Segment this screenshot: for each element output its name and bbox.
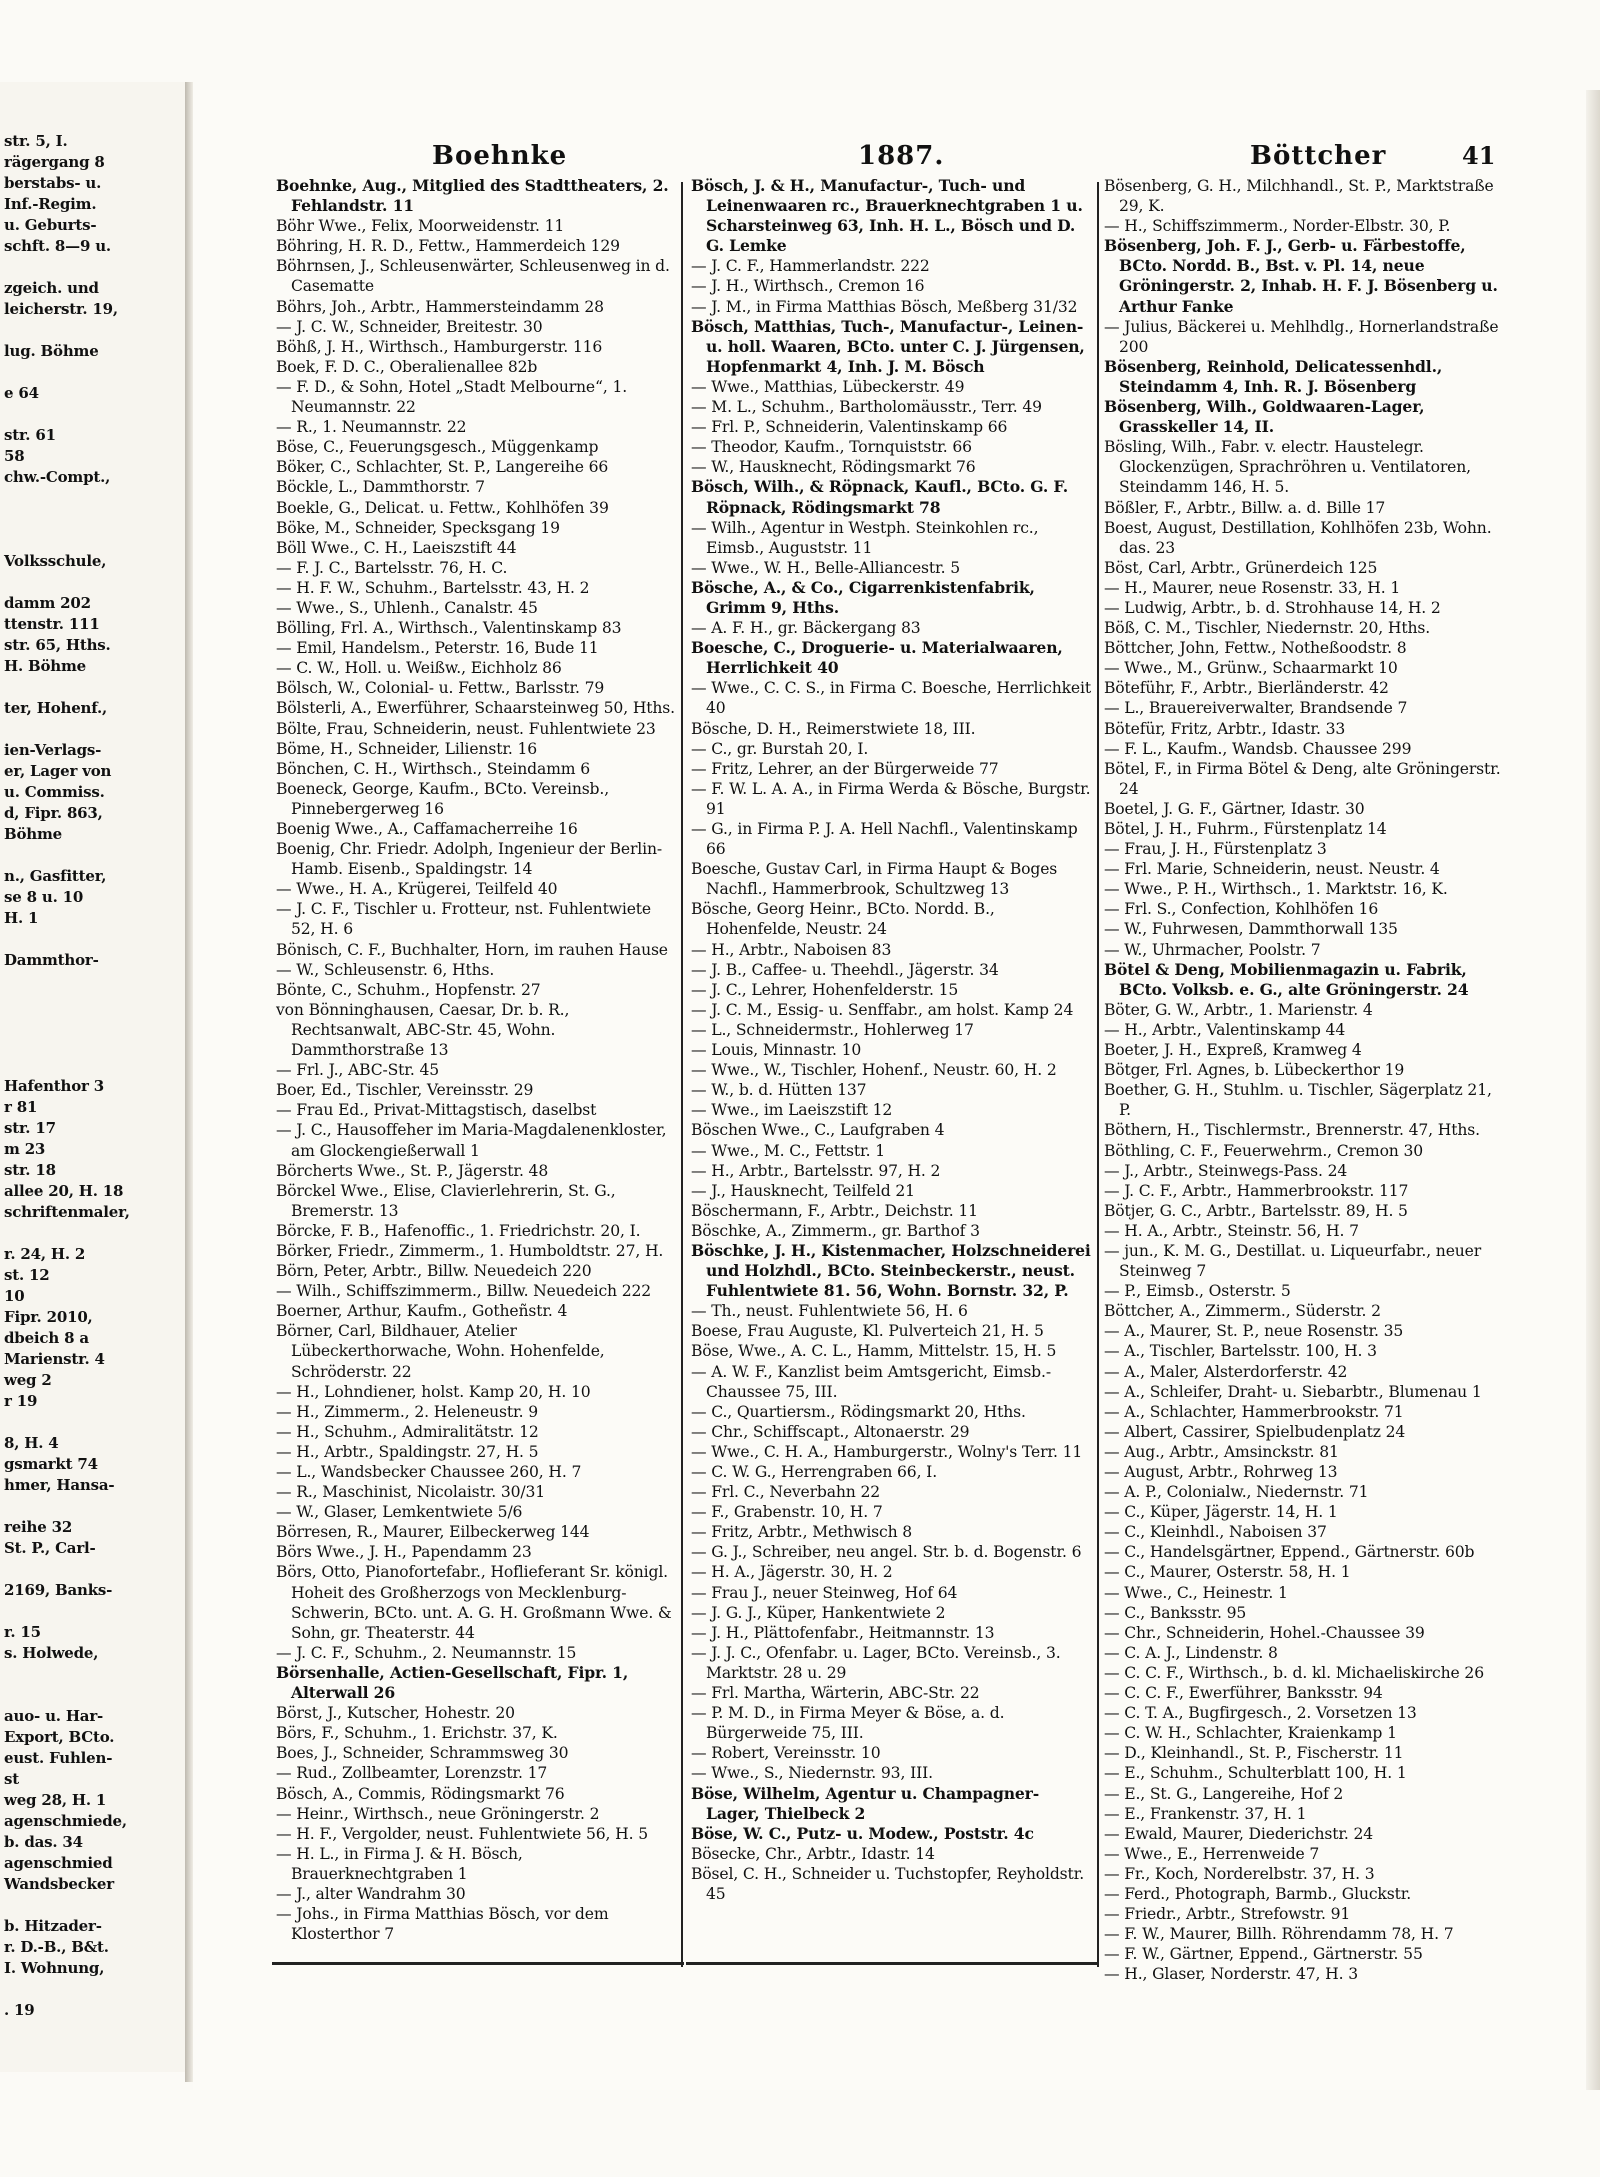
left-page-fragment: st. 12 (4, 1266, 50, 1284)
directory-entry: — F., Grabenstr. 10, H. 7 (691, 1503, 883, 1522)
directory-entry: — A. W. F., Kanzlist beim Amtsgericht, Eimsb.-Chaussee 75, III. (691, 1362, 1051, 1401)
left-page-fragment: str. 18 (4, 1161, 56, 1179)
directory-entry: — J., alter Wandrahm 30 (276, 1884, 466, 1903)
left-page-fragment: str. 61 (4, 426, 56, 444)
directory-entry: Bötel, F., in Firma Bötel & Deng, alte Gröningerstr. 24 (1104, 759, 1501, 798)
directory-entry: — D., Kleinhandl., St. P., Fischerstr. 11 (1104, 1744, 1404, 1763)
directory-entry: — P. M. D., in Firma Meyer & Böse, a. d. Bürgerweide 75, III. (691, 1704, 1005, 1743)
running-head-left: Boehnke (432, 141, 568, 171)
directory-entry: — C. C. F., Wirthsch., b. d. kl. Michaeliskirche 26 (1104, 1663, 1484, 1682)
left-page-fragment: damm 202 (4, 594, 91, 612)
directory-entry: Boenig, Chr. Friedr. Adolph, Ingenieur der Berlin-Hamb. Eisenb., Spaldingstr. 14 (276, 840, 662, 879)
directory-entry: Böschermann, F., Arbtr., Deichstr. 11 (691, 1201, 978, 1220)
directory-entry: — R., 1. Neumannstr. 22 (276, 418, 467, 437)
left-page-fragment: ien-Verlags- (4, 741, 102, 759)
directory-entry: Bösche, A., & Co., Cigarrenkistenfabrik, Grimm 9, Hths. (691, 577, 1035, 617)
directory-entry: — J. C. F., Tischler u. Frotteur, nst. Fuhlentwiete 52, H. 6 (276, 900, 651, 939)
directory-entry: Bötel, J. H., Fuhrm., Fürstenplatz 14 (1104, 820, 1387, 838)
directory-entry: Bösch, A., Commis, Rödingsmarkt 76 (276, 1784, 565, 1803)
directory-entry: Bösche, D. H., Reimerstwiete 18, III. (691, 719, 976, 738)
left-page-fragment: se 8 u. 10 (4, 888, 84, 906)
left-page-fragment: I. Wohnung, (4, 1959, 105, 1977)
directory-entry: Böse, Wilhelm, Agentur u. Champagner-Lager, Thielbeck 2 (691, 1783, 1040, 1823)
directory-entry: — jun., K. M. G., Destillat. u. Liqueurfabr., neuer Steinweg 7 (1104, 1241, 1482, 1281)
directory-entry: — Th., neust. Fuhlentwiete 56, H. 6 (691, 1302, 968, 1321)
directory-entry: — Wwe., M. C., Fettstr. 1 (691, 1141, 885, 1160)
directory-entry: Bößler, F., Arbtr., Billw. a. d. Bille 17 (1104, 498, 1386, 517)
directory-entry: — Emil, Handelsm., Peterstr. 16, Bude 11 (276, 639, 599, 658)
left-page-fragment: st (4, 1770, 19, 1788)
left-page-fragment: r. D.-B., B&t. (4, 1938, 109, 1956)
column-end-rule (686, 1962, 1098, 1965)
directory-entry: — Wwe., W. H., Belle-Alliancestr. 5 (691, 558, 960, 577)
directory-entry: — A., Schleifer, Draht- u. Siebarbtr., Blumenau 1 (1104, 1382, 1482, 1401)
left-page-fragment: allee 20, H. 18 (4, 1182, 124, 1200)
directory-entry: — W., Schleusenstr. 6, Hths. (276, 960, 495, 979)
left-page-fragment: r 81 (4, 1098, 38, 1116)
left-page-fragment: Fipr. 2010, (4, 1308, 93, 1326)
directory-entry: Böteführ, F., Arbtr., Bierländerstr. 42 (1104, 679, 1389, 698)
directory-entry: Boether, G. H., Stuhlm. u. Tischler, Sägerplatz 21, P. (1104, 1081, 1492, 1120)
directory-entry: — A., Maler, Alsterdorferstr. 42 (1104, 1362, 1348, 1381)
left-page-fragment: agenschmiede, (4, 1812, 127, 1830)
directory-entry: — H. L., in Firma J. & H. Bösch, Brauerknechtgraben 1 (276, 1844, 523, 1883)
left-page-fragment: str. 17 (4, 1119, 56, 1137)
left-page-fragment: b. Hitzader- (4, 1917, 102, 1935)
left-page-fragment: ter, Hohenf., (4, 699, 108, 717)
directory-entry: — H., Zimmerm., 2. Heleneustr. 9 (276, 1402, 538, 1421)
left-page-fragment: weg 2 (4, 1371, 52, 1389)
directory-entry: — F. L., Kaufm., Wandsb. Chaussee 299 (1104, 739, 1412, 758)
left-page-fragment: 10 (4, 1287, 25, 1305)
directory-entry: — Wilh., Agentur in Westph. Steinkohlen rc., Eimsb., Auguststr. 11 (691, 518, 1039, 557)
left-page-fragment: m 23 (4, 1140, 46, 1158)
directory-entry: — Chr., Schneiderin, Hohel.-Chaussee 39 (1104, 1623, 1425, 1642)
directory-entry: — J. C. M., Essig- u. Senffabr., am holst. Kamp 24 (691, 1000, 1074, 1019)
directory-entry: — Wwe., W., Tischler, Hohenf., Neustr. 60, H. 2 (691, 1061, 1057, 1080)
directory-entry: — W., Glaser, Lemkentwiete 5/6 (276, 1503, 523, 1522)
directory-entry: — J. M., in Firma Matthias Bösch, Meßberg 31/32 (691, 297, 1078, 316)
directory-entry: Bönchen, C. H., Wirthsch., Steindamm 6 (276, 759, 591, 778)
directory-entry: Börs Wwe., J. H., Papendamm 23 (276, 1543, 532, 1562)
directory-entry: Boer, Ed., Tischler, Vereinsstr. 29 (276, 1081, 534, 1100)
directory-entry: Bösenberg, Reinhold, Delicatessenhdl., Steindamm 4, Inh. R. J. Bösenberg (1104, 356, 1443, 396)
directory-entry: Böhrs, Joh., Arbtr., Hammersteindamm 28 (276, 297, 604, 316)
directory-entry: Böhrnsen, J., Schleusenwärter, Schleusenweg in d. Casematte (276, 257, 670, 296)
directory-entry: Bötjer, G. C., Arbtr., Bartelsstr. 89, H. 5 (1104, 1201, 1408, 1220)
directory-entry: Boek, F. D. C., Oberalienallee 82b (276, 357, 538, 376)
left-page-fragment: str. 65, Hths. (4, 636, 111, 654)
directory-entry: — Heinr., Wirthsch., neue Gröningerstr. 2 (276, 1804, 600, 1823)
left-page-fragment: hmer, Hansa- (4, 1476, 115, 1494)
directory-entry: — Aug., Arbtr., Amsinckstr. 81 (1104, 1442, 1339, 1461)
left-page-fragment: 2169, Banks- (4, 1581, 113, 1599)
directory-entry: — Frl. C., Neverbahn 22 (691, 1483, 881, 1502)
left-page-remnant (0, 82, 187, 2072)
directory-entry: — A. P., Colonialw., Niedernstr. 71 (1104, 1483, 1369, 1502)
directory-entry: Bösecke, Chr., Arbtr., Idastr. 14 (691, 1844, 935, 1863)
directory-entry: Böhß, J. H., Wirthsch., Hamburgerstr. 116 (276, 337, 603, 356)
page-edge (1586, 90, 1600, 2090)
directory-entry: Böhring, H. R. D., Fettw., Hammerdeich 129 (276, 237, 620, 256)
directory-entry: — Wwe., E., Herrenweide 7 (1104, 1844, 1320, 1863)
left-page-fragment: schft. 8—9 u. (4, 237, 111, 255)
directory-entry: — C., Kleinhdl., Naboisen 37 (1104, 1523, 1327, 1542)
directory-entry: Bötel & Deng, Mobilienmagazin u. Fabrik, BCto. Volksb. e. G., alte Gröningerstr. 24 (1104, 959, 1469, 999)
left-page-fragment: er, Lager von (4, 762, 112, 780)
directory-entry: Bösche, Georg Heinr., BCto. Nordd. B., Hohenfelde, Neustr. 24 (691, 900, 995, 939)
directory-entry: — H. A., Jägerstr. 30, H. 2 (691, 1563, 893, 1582)
directory-entry: — August, Arbtr., Rohrweg 13 (1104, 1463, 1338, 1481)
directory-entry: — H., Schuhm., Admiralitätstr. 12 (276, 1422, 539, 1441)
left-page-fragment: . 19 (4, 2001, 35, 2019)
left-page-fragment: 8, H. 4 (4, 1434, 59, 1452)
directory-entry: — C. W. H., Schlachter, Kraienkamp 1 (1104, 1724, 1397, 1743)
directory-entry: — Frl. Marie, Schneiderin, neust. Neustr. 4 (1104, 860, 1440, 879)
directory-column-1 (276, 176, 676, 1944)
directory-entry: Böttcher, John, Fettw., Notheßoodstr. 8 (1104, 639, 1407, 658)
directory-entry: — Frl. S., Confection, Kohlhöfen 16 (1104, 900, 1379, 919)
directory-entry: — E., St. G., Langereihe, Hof 2 (1104, 1784, 1344, 1803)
directory-entry: — Wwe., Matthias, Lübeckerstr. 49 (691, 377, 965, 396)
directory-entry: — Wwe., S., Uhlenh., Canalstr. 45 (276, 598, 538, 617)
directory-entry: Böschke, J. H., Kistenmacher, Holzschneiderei und Holzhdl., BCto. Steinbeckerstr., neust. Fuhlentwiete 81. 56, Wohn. Bornstr. 32, P. (691, 1240, 1091, 1301)
directory-entry: Bösel, C. H., Schneider u. Tuchstopfer, Reyholdstr. 45 (691, 1864, 1085, 1903)
directory-entry: — J. C., Hausoffeher im Maria-Magdalenenkloster, am Glockengießerwall 1 (276, 1121, 667, 1160)
directory-entry: — Wwe., im Laeiszstift 12 (691, 1101, 893, 1120)
directory-entry: — F. W., Gärtner, Eppend., Gärtnerstr. 55 (1104, 1945, 1423, 1964)
directory-entry: Börker, Friedr., Zimmerm., 1. Humboldtstr. 27, H. (276, 1241, 664, 1260)
directory-entry: — A. F. H., gr. Bäckergang 83 (691, 619, 921, 638)
page-number: 41 (1462, 141, 1496, 170)
directory-entry: Bötger, Frl. Agnes, b. Lübeckerthor 19 (1104, 1061, 1405, 1080)
directory-entry: — H., Schiffszimmerm., Norder-Elbstr. 30, P. (1104, 217, 1451, 236)
directory-entry: — W., Hausknecht, Rödingsmarkt 76 (691, 458, 976, 477)
directory-entry: Boes, J., Schneider, Schrammsweg 30 (276, 1744, 569, 1763)
directory-entry: — J. C. F., Hammerlandstr. 222 (691, 257, 930, 276)
directory-entry: Bösenberg, Joh. F. J., Gerb- u. Färbestoffe, BCto. Nordd. B., Bst. v. Pl. 14, neue Gröningerstr. 2, Inhab. H. F. J. Bösenberg u. Arthur Fanke (1104, 236, 1498, 316)
directory-entry: — Wwe., C. C. S., in Firma C. Boesche, Herrlichkeit 40 (691, 679, 1091, 718)
left-page-fragment: rägergang 8 (4, 153, 105, 171)
left-page-fragment: weg 28, H. 1 (4, 1791, 107, 1809)
left-page-fragment: Volksschule, (4, 552, 107, 570)
left-page-fragment: auo- u. Har- (4, 1707, 104, 1725)
directory-entry: — H. A., Arbtr., Steinstr. 56, H. 7 (1104, 1221, 1359, 1240)
directory-entry: — Chr., Schiffscapt., Altonaerstr. 29 (691, 1422, 970, 1441)
directory-entry: — Ewald, Maurer, Diederichstr. 24 (1104, 1824, 1374, 1843)
directory-entry: — Julius, Bäckerei u. Mehlhdlg., Hornerlandstraße 200 (1104, 317, 1499, 356)
directory-entry: Boenig Wwe., A., Caffamacherreihe 16 (276, 820, 578, 838)
running-head-right: Böttcher (1250, 141, 1387, 171)
directory-entry: — H. F., Vergolder, neust. Fuhlentwiete 56, H. 5 (276, 1824, 648, 1843)
left-page-fragment: Export, BCto. (4, 1728, 115, 1746)
running-head-year: 1887. (858, 141, 945, 171)
directory-entry: — Albert, Cassirer, Spielbudenplatz 24 (1104, 1422, 1406, 1441)
left-page-fragment: berstabs- u. (4, 174, 102, 192)
directory-entry: Boeneck, George, Kaufm., BCto. Vereinsb., Pinnebergerweg 16 (276, 779, 610, 818)
left-page-fragment: Wandsbecker (4, 1875, 114, 1893)
column-rule (681, 182, 683, 1967)
left-page-fragment: ttenstr. 111 (4, 615, 100, 633)
directory-entry: — J., Hausknecht, Teilfeld 21 (691, 1181, 915, 1200)
left-page-fragment: r. 15 (4, 1623, 41, 1641)
directory-entry: — J., Arbtr., Steinwegs-Pass. 24 (1104, 1161, 1348, 1180)
directory-entry: Böthern, H., Tischlermstr., Brennerstr. 47, Hths. (1104, 1121, 1480, 1140)
directory-entry: Boetel, J. G. F., Gärtner, Idastr. 30 (1104, 799, 1365, 818)
left-page-fragment: agenschmied (4, 1854, 113, 1872)
directory-entry: Böll Wwe., C. H., Laeiszstift 44 (276, 538, 517, 557)
directory-entry: Börcke, F. B., Hafenoffic., 1. Friedrichstr. 20, I. (276, 1221, 641, 1240)
directory-entry: — H., Arbtr., Spaldingstr. 27, H. 5 (276, 1442, 539, 1461)
left-page-fragment: reihe 32 (4, 1518, 73, 1536)
directory-entry: — R., Maschinist, Nicolaistr. 30/31 (276, 1483, 546, 1502)
left-page-fragment: Dammthor- (4, 951, 99, 969)
directory-entry: — Frl. P., Schneiderin, Valentinskamp 66 (691, 418, 1008, 437)
directory-entry: Bölling, Frl. A., Wirthsch., Valentinskamp 83 (276, 619, 622, 638)
directory-entry: Böthling, C. F., Feuerwehrm., Cremon 30 (1104, 1141, 1424, 1160)
left-page-fragment: u. Commiss. (4, 783, 105, 801)
left-page-fragment: H. Böhme (4, 657, 87, 675)
directory-entry: Bölte, Frau, Schneiderin, neust. Fuhlentwiete 23 (276, 719, 656, 738)
directory-entry: — Wwe., P. H., Wirthsch., 1. Marktstr. 16, K. (1104, 880, 1448, 899)
directory-entry: Börner, Carl, Bildhauer, Atelier Lübeckerthorwache, Wohn. Hohenfelde, Schröderstr. 22 (276, 1322, 605, 1381)
directory-entry: — L., Brauereiverwalter, Brandsende 7 (1104, 699, 1408, 718)
directory-entry: — Frau Ed., Privat-Mittagstisch, daselbst (276, 1101, 597, 1120)
directory-entry: — F. W. L. A. A., in Firma Werda & Bösche, Burgstr. 91 (691, 779, 1091, 818)
left-page-fragment: d, Fipr. 863, (4, 804, 103, 822)
directory-entry: — M. L., Schuhm., Bartholomäusstr., Terr. 49 (691, 398, 1042, 417)
directory-entry: — J. C. F., Arbtr., Hammerbrookstr. 117 (1104, 1181, 1409, 1200)
directory-entry: — A., Maurer, St. P., neue Rosenstr. 35 (1104, 1322, 1404, 1341)
directory-entry: — J. G. J., Küper, Hankentwiete 2 (691, 1603, 946, 1622)
directory-entry: Boesche, C., Droguerie- u. Materialwaaren, Herrlichkeit 40 (691, 638, 1063, 678)
directory-entry: Börs, Otto, Pianofortefabr., Hoflieferant Sr. königl. Hoheit des Großherzogs von Mecklenburg-Schwerin, BCto. unt. A. G. H. Großmann Wwe. & Sohn, gr. Theaterstr. 44 (276, 1563, 672, 1642)
directory-entry: Böse, Wwe., A. C. L., Hamm, Mittelstr. 15, H. 5 (691, 1342, 1057, 1361)
directory-entry: Boekle, G., Delicat. u. Fettw., Kohlhöfen 39 (276, 498, 609, 517)
directory-column-2 (691, 176, 1091, 1904)
directory-entry: — J. J. C., Ofenfabr. u. Lager, BCto. Vereinsb., 3. Marktstr. 28 u. 29 (691, 1643, 1061, 1682)
directory-entry: — C. C. F., Ewerführer, Banksstr. 94 (1104, 1684, 1383, 1703)
directory-entry: Böß, C. M., Tischler, Niedernstr. 20, Hths. (1104, 619, 1431, 638)
directory-entry: — Ludwig, Arbtr., b. d. Strohhause 14, H. 2 (1104, 598, 1441, 617)
directory-entry: Bösch, Wilh., & Röpnack, Kaufl., BCto. G. F. Röpnack, Rödingsmarkt 78 (691, 477, 1069, 517)
left-page-fragment: r 19 (4, 1392, 38, 1410)
directory-entry: — C., Maurer, Osterstr. 58, H. 1 (1104, 1563, 1351, 1582)
directory-entry: Boesche, Gustav Carl, in Firma Haupt & Boges Nachfl., Hammerbrook, Schultzweg 13 (691, 860, 1058, 899)
directory-entry: Böst, Carl, Arbtr., Grünerdeich 125 (1104, 558, 1378, 577)
directory-entry: Bösenberg, Wilh., Goldwaaren-Lager, Grasskeller 14, II. (1104, 397, 1425, 437)
left-page-fragment: schriftenmaler, (4, 1203, 130, 1221)
directory-entry: Börs, F., Schuhm., 1. Erichstr. 37, K. (276, 1724, 558, 1743)
directory-entry: — C. A. J., Lindenstr. 8 (1104, 1643, 1278, 1662)
directory-entry: — Wwe., C., Heinestr. 1 (1104, 1583, 1288, 1602)
directory-entry: — G. J., Schreiber, neu angel. Str. b. d. Bogenstr. 6 (691, 1543, 1082, 1562)
directory-entry: — Fr., Koch, Norderelbstr. 37, H. 3 (1104, 1864, 1375, 1883)
directory-entry: — H., Arbtr., Valentinskamp 44 (1104, 1020, 1346, 1039)
directory-entry: Böttcher, A., Zimmerm., Süderstr. 2 (1104, 1302, 1381, 1321)
directory-entry: Bönte, C., Schuhm., Hopfenstr. 27 (276, 980, 541, 999)
directory-entry: Börst, J., Kutscher, Hohestr. 20 (276, 1704, 515, 1723)
directory-entry: — E., Frankenstr. 37, H. 1 (1104, 1804, 1307, 1823)
directory-entry: — H. F. W., Schuhm., Bartelsstr. 43, H. 2 (276, 578, 590, 597)
directory-entry: — J. C. W., Schneider, Breitestr. 30 (276, 317, 543, 336)
left-page-fragment: leicherstr. 19, (4, 300, 118, 318)
directory-entry: Boeter, J. H., Expreß, Kramweg 4 (1104, 1041, 1362, 1060)
directory-entry: — Louis, Minnastr. 10 (691, 1041, 862, 1060)
directory-entry: von Bönninghausen, Caesar, Dr. b. R., Rechtsanwalt, ABC-Str. 45, Wohn. Dammthorstraße 13 (276, 1000, 570, 1060)
left-page-fragment: St. P., Carl- (4, 1539, 96, 1557)
directory-entry: — Theodor, Kaufm., Tornquiststr. 66 (691, 438, 972, 457)
directory-entry: — C., gr. Burstah 20, I. (691, 739, 869, 758)
directory-entry: — Wwe., S., Niedernstr. 93, III. (691, 1764, 933, 1783)
directory-column-3 (1104, 176, 1504, 1984)
directory-entry: — C. T. A., Bugfirgesch., 2. Vorsetzen 13 (1104, 1704, 1417, 1723)
directory-entry: Börresen, R., Maurer, Eilbeckerweg 144 (276, 1523, 590, 1542)
directory-entry: — Wilh., Schiffszimmerm., Billw. Neuedeich 222 (276, 1282, 652, 1301)
book-spine (185, 82, 193, 2082)
directory-entry: Böme, H., Schneider, Lilienstr. 16 (276, 739, 538, 758)
directory-entry: Böter, G. W., Arbtr., 1. Marienstr. 4 (1104, 1000, 1373, 1019)
left-page-fragment: dbeich 8 a (4, 1329, 89, 1347)
directory-entry: — Frau, J. H., Fürstenplatz 3 (1104, 840, 1327, 859)
directory-entry: — H., Maurer, neue Rosenstr. 33, H. 1 (1104, 578, 1401, 597)
directory-entry: — J. C., Lehrer, Hohenfelderstr. 15 (691, 980, 959, 999)
directory-entry: — Robert, Vereinsstr. 10 (691, 1744, 881, 1763)
directory-entry: — C., Handelsgärtner, Eppend., Gärtnerstr. 60b (1104, 1543, 1475, 1562)
directory-entry: — W., b. d. Hütten 137 (691, 1081, 867, 1100)
directory-entry: — H., Glaser, Norderstr. 47, H. 3 (1104, 1965, 1358, 1984)
directory-entry: Böschke, A., Zimmerm., gr. Barthof 3 (691, 1221, 980, 1240)
left-page-fragment: Inf.-Regim. (4, 195, 97, 213)
directory-entry: — C. W., Holl. u. Weißw., Eichholz 86 (276, 659, 562, 678)
left-page-fragment: n., Gasfitter, (4, 867, 107, 885)
directory-entry: — J. B., Caffee- u. Theehdl., Jägerstr. 34 (691, 960, 999, 979)
directory-entry: — H., Arbtr., Bartelsstr. 97, H. 2 (691, 1161, 941, 1180)
left-page-fragment: r. 24, H. 2 (4, 1245, 86, 1263)
directory-entry: Bötefür, Fritz, Arbtr., Idastr. 33 (1104, 719, 1346, 738)
left-page-fragment: H. 1 (4, 909, 39, 927)
directory-entry: Boest, August, Destillation, Kohlhöfen 23b, Wohn. das. 23 (1104, 518, 1492, 557)
directory-entry: — L., Schneidermstr., Hohlerweg 17 (691, 1020, 974, 1039)
directory-entry: — A., Tischler, Bartelsstr. 100, H. 3 (1104, 1342, 1377, 1361)
directory-entry: — J. C. F., Schuhm., 2. Neumannstr. 15 (276, 1643, 577, 1662)
directory-entry: Bösenberg, G. H., Milchhandl., St. P., Marktstraße 29, K. (1104, 177, 1494, 216)
column-rule (1097, 182, 1099, 1967)
directory-entry: — L., Wandsbecker Chaussee 260, H. 7 (276, 1463, 582, 1481)
directory-entry: Bösch, J. & H., Manufactur-, Tuch- und Leinenwaaren rc., Brauerknechtgraben 1 u. Scharsteinweg 63, Inh. H. L., Bösch und D. G. Lemke (691, 176, 1083, 256)
left-page-fragment: s. Holwede, (4, 1644, 99, 1662)
left-page-fragment: Hafenthor 3 (4, 1077, 104, 1095)
directory-entry: — Frl. J., ABC-Str. 45 (276, 1061, 439, 1080)
directory-entry: — Wwe., M., Grünw., Schaarmarkt 10 (1104, 659, 1398, 678)
directory-entry: — Friedr., Arbtr., Strefowstr. 91 (1104, 1905, 1351, 1924)
directory-entry: Böhr Wwe., Felix, Moorweidenstr. 11 (276, 217, 565, 236)
left-page-fragment: lug. Böhme (4, 342, 99, 360)
directory-entry: — Johs., in Firma Matthias Bösch, vor dem Klosterthor 7 (276, 1905, 609, 1944)
left-page-fragment: eust. Fuhlen- (4, 1749, 113, 1767)
directory-entry: — J. H., Wirthsch., Cremon 16 (691, 277, 925, 296)
directory-entry: — Frl. Martha, Wärterin, ABC-Str. 22 (691, 1684, 980, 1703)
directory-entry: — F. D., & Sohn, Hotel „Stadt Melbourne“, 1. Neumannstr. 22 (276, 377, 628, 417)
directory-entry: Böschen Wwe., C., Laufgraben 4 (691, 1121, 945, 1140)
directory-entry: — W., Uhrmacher, Poolstr. 7 (1104, 940, 1321, 959)
directory-entry: — Ferd., Photograph, Barmb., Gluckstr. (1104, 1884, 1412, 1903)
directory-entry: — Wwe., H. A., Krügerei, Teilfeld 40 (276, 880, 558, 899)
left-page-fragment: zgeich. und (4, 279, 99, 297)
directory-entry: Börsenhalle, Actien-Gesellschaft, Fipr. 1, Alterwall 26 (276, 1662, 629, 1703)
directory-entry: Boese, Frau Auguste, Kl. Pulverteich 21, H. 5 (691, 1322, 1044, 1341)
directory-entry: — H., Lohndiener, holst. Kamp 20, H. 10 (276, 1382, 591, 1401)
directory-entry: Bönisch, C. F., Buchhalter, Horn, im rauhen Hause (276, 940, 668, 959)
column-end-rule (272, 1962, 684, 1965)
directory-entry: Bölsch, W., Colonial- u. Fettw., Barlsstr. 79 (276, 679, 605, 698)
directory-entry: — Fritz, Arbtr., Methwisch 8 (691, 1523, 913, 1542)
directory-entry: Boerner, Arthur, Kaufm., Gotheñstr. 4 (276, 1302, 568, 1321)
directory-entry: — Rud., Zollbeamter, Lorenzstr. 17 (276, 1764, 548, 1783)
left-page-fragment: Marienstr. 4 (4, 1350, 105, 1368)
left-page-fragment: str. 5, I. (4, 132, 68, 150)
directory-entry: — J. H., Plättofenfabr., Heitmannstr. 13 (691, 1623, 995, 1642)
directory-entry: — H., Arbtr., Naboisen 83 (691, 940, 892, 959)
directory-entry: Bölsterli, A., Ewerführer, Schaarsteinweg 50, Hths. (276, 699, 675, 718)
left-page-fragment: chw.-Compt., (4, 468, 111, 486)
directory-entry: Börn, Peter, Arbtr., Billw. Neuedeich 220 (276, 1262, 592, 1281)
left-page-fragment: Böhme (4, 825, 63, 843)
directory-entry: Böke, M., Schneider, Specksgang 19 (276, 518, 560, 537)
directory-entry: — E., Schuhm., Schulterblatt 100, H. 1 (1104, 1764, 1407, 1783)
directory-entry: — F. J. C., Bartelsstr. 76, H. C. (276, 558, 508, 577)
directory-entry: Böse, C., Feuerungsgesch., Müggenkamp (276, 438, 599, 457)
directory-entry: Bösch, Matthias, Tuch-, Manufactur-, Leinen- u. holl. Waaren, BCto. unter C. J. Jürgensen, Hopfenmarkt 4, Inh. J. M. Bösch (691, 316, 1085, 376)
directory-entry: — P., Eimsb., Osterstr. 5 (1104, 1282, 1291, 1301)
directory-entry: — C., Banksstr. 95 (1104, 1603, 1247, 1622)
directory-entry: — G., in Firma P. J. A. Hell Nachfl., Valentinskamp 66 (691, 820, 1078, 859)
directory-entry: Böckle, L., Dammthorstr. 7 (276, 478, 485, 497)
directory-entry: Börckel Wwe., Elise, Clavierlehrerin, St. G., Bremerstr. 13 (276, 1181, 616, 1220)
directory-entry: — C., Küper, Jägerstr. 14, H. 1 (1104, 1503, 1338, 1522)
directory-entry: — W., Fuhrwesen, Dammthorwall 135 (1104, 920, 1398, 939)
directory-entry: Böse, W. C., Putz- u. Modew., Poststr. 4c (691, 1823, 1034, 1843)
directory-entry: — Wwe., C. H. A., Hamburgerstr., Wolny's Terr. 11 (691, 1442, 1083, 1461)
directory-entry: — C. W. G., Herrengraben 66, I. (691, 1463, 937, 1481)
left-page-fragment: b. das. 34 (4, 1833, 83, 1851)
directory-entry: Böker, C., Schlachter, St. P., Langereihe 66 (276, 458, 609, 477)
directory-entry: Boehnke, Aug., Mitglied des Stadttheaters, 2. Fehlandstr. 11 (276, 176, 669, 216)
left-page-fragment: gsmarkt 74 (4, 1455, 98, 1473)
left-page-fragment: 58 (4, 447, 25, 465)
directory-entry: Bösling, Wilh., Fabr. v. electr. Haustelegr. Glockenzügen, Sprachröhren u. Ventilatoren, Steindamm 146, H. 5. (1104, 438, 1471, 497)
left-page-fragment: e 64 (4, 384, 39, 402)
directory-entry: — A., Schlachter, Hammerbrookstr. 71 (1104, 1402, 1404, 1421)
directory-entry: — C., Quartiersm., Rödingsmarkt 20, Hths. (691, 1402, 1026, 1421)
directory-entry: — Frau J., neuer Steinweg, Hof 64 (691, 1583, 958, 1602)
directory-entry: — F. W., Maurer, Billh. Röhrendamm 78, H. 7 (1104, 1925, 1454, 1944)
directory-entry: Börcherts Wwe., St. P., Jägerstr. 48 (276, 1161, 549, 1180)
directory-entry: — Fritz, Lehrer, an der Bürgerweide 77 (691, 759, 999, 778)
left-page-fragment: u. Geburts- (4, 216, 97, 234)
